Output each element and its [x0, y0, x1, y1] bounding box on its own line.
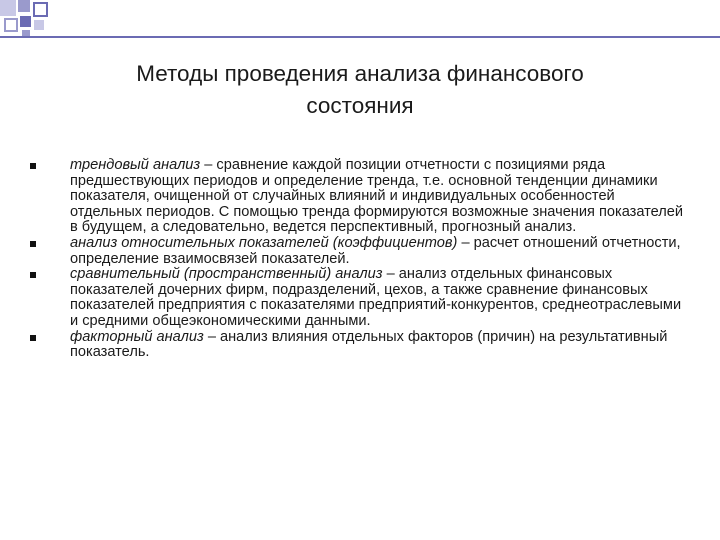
square-bullet-icon [30, 272, 36, 278]
item-text: – расчет отношений отчетности, определение взаимосвязей показателей. [70, 234, 681, 267]
title-line-2: состояния [306, 93, 414, 118]
item-term: трендовый анализ [70, 157, 201, 173]
item-text: – анализ влияния отдельных факторов (причин) на результативный показатель. [70, 328, 668, 361]
header-divider [0, 36, 720, 38]
list-item [26, 158, 686, 236]
list-item [26, 330, 686, 361]
item-text: – анализ отдельных финансовых показателей дочерних фирм, подразделений, цехов, а также сравнение финансовых показателей предприятия с показателями предприятий-конкурентов, среднеотраслевыми и средними общеэкономическими данными. [70, 266, 682, 329]
square-bullet-icon [30, 241, 36, 247]
list-item [26, 236, 686, 267]
bullet-list [26, 158, 686, 361]
list-item [26, 267, 686, 329]
item-term: анализ относительных показателей (коэффициентов) [70, 234, 458, 251]
item-text: – сравнение каждой позиции отчетности с позициями ряда предшествующих периодов и определение тренда, т.е. основной тенденции динамики показателя, очищенной от случайных влияний и индивидуальных особенностей отдельных периодов. С помощью тренда формируются возможные значения показателей в будущем, а следовательно, ведется перспективный, прогнозный анализ. [70, 157, 684, 236]
square-bullet-icon [30, 335, 36, 341]
deco-square-1 [0, 0, 16, 16]
square-bullet-icon [30, 163, 36, 169]
item-term: сравнительный (пространственный) анализ [70, 266, 383, 283]
title-line-1: Методы проведения анализа финансового [136, 61, 584, 86]
deco-square-3 [33, 2, 48, 17]
item-term: факторный анализ [70, 328, 204, 345]
deco-square-6 [34, 20, 44, 30]
deco-square-4 [4, 18, 18, 32]
deco-square-2 [18, 0, 30, 12]
deco-square-5 [20, 16, 31, 27]
slide-title [40, 58, 680, 122]
